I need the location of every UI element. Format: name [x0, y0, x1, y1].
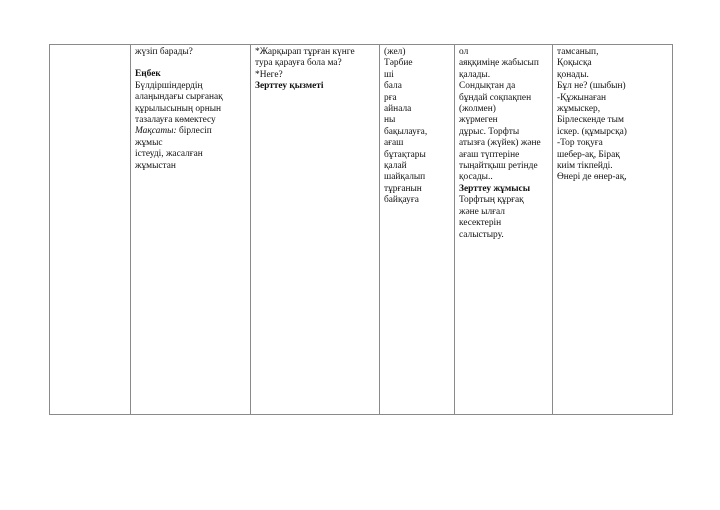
cell-text: жүрмеген — [459, 115, 498, 126]
cell-text: ағаш түптеріне — [459, 149, 520, 160]
cell-text: бақылауға, — [384, 126, 428, 137]
cell-text: Сондықтан да — [459, 81, 516, 92]
cell-text: қосады.. — [459, 172, 493, 183]
cell-text: құрылысының орнын — [135, 103, 222, 114]
cell-text: салыстыру. — [459, 229, 504, 240]
cell-text: Өнері де өнер-ақ, — [557, 172, 627, 183]
table-cell-col5 — [455, 45, 553, 415]
cell-text: дұрыс. Торфты — [459, 126, 520, 137]
section-heading-labor: Еңбек — [135, 69, 161, 80]
goal-text: бірлесіп — [176, 126, 212, 137]
cell-text: Қоқысқа — [557, 58, 592, 69]
cell-text: және ылғал — [459, 206, 505, 217]
cell-text: -Құжынаған — [557, 92, 607, 103]
cell-text: істеуді, жасалған — [135, 149, 203, 160]
cell-text: тұрғанын — [384, 183, 422, 194]
table-cell-col3 — [251, 45, 380, 415]
cell-text: бала — [384, 81, 402, 92]
cell-text: Торфтың құрғақ — [459, 195, 524, 206]
cell-text: аяққиміңе жабысып — [459, 58, 539, 69]
cell-text: шебер-ақ, Бірақ — [557, 149, 620, 160]
cell-text: қалай — [384, 161, 407, 172]
table-cell-col2 — [131, 45, 251, 415]
cell-text: Бүлдіршіндердің — [135, 80, 203, 91]
cell-text: бұндай соқпақпен — [459, 92, 532, 103]
cell-text: жұмыскер, — [557, 104, 601, 115]
cell-text: алаңындағы сырғанақ — [135, 92, 223, 103]
cell-text: атызға (жүйек) және — [459, 138, 541, 149]
cell-text: тазалауға көмектесу — [135, 115, 216, 126]
cell-text: (жолмен) — [459, 104, 496, 115]
cell-text: тамсанып, — [557, 47, 599, 57]
table-row — [50, 45, 673, 415]
section-heading-research-work: Зерттеу жұмысы — [459, 183, 531, 194]
cell-text: қалады. — [459, 69, 491, 80]
section-heading-research-activity: Зерттеу қызметі — [255, 81, 324, 92]
cell-text: жүзіп барады? — [135, 47, 193, 57]
cell-text: Тәрбие — [384, 58, 413, 69]
table-cell-col6 — [553, 45, 673, 415]
cell-text: рға — [384, 92, 397, 103]
cell-text: киім тікпейді. — [557, 161, 613, 172]
spacer — [135, 58, 247, 69]
cell-text: шайқалып — [384, 172, 426, 183]
cell-text: іскер. (құмырсқа) — [557, 126, 627, 137]
cell-text: жұмыс — [135, 137, 163, 148]
cell-text: Бірлескенде тым — [557, 115, 624, 126]
cell-text: ны — [384, 115, 396, 126]
cell-text: *Неге? — [255, 69, 283, 80]
cell-text: жұмыстан — [135, 160, 176, 171]
cell-text: кесектерін — [459, 218, 502, 229]
cell-text: қонады. — [557, 69, 589, 80]
table-cell-col4 — [380, 45, 455, 415]
cell-text: Бұл не? (шыбын) — [557, 81, 626, 92]
cell-text: ші — [384, 69, 394, 80]
cell-text: бұтақтары — [384, 149, 426, 160]
goal-label: Мақсаты: — [135, 126, 177, 137]
table-cell-col1 — [50, 45, 131, 415]
cell-text: айнала — [384, 104, 412, 115]
cell-text: тура қарауға бола ма? — [255, 58, 342, 69]
cell-text: байқауға — [384, 195, 419, 206]
goal-line — [135, 126, 247, 137]
cell-text: тыңайтқыш ретінде — [459, 161, 538, 172]
cell-text: ол — [459, 47, 469, 57]
lesson-plan-table — [49, 44, 673, 415]
cell-text: ағаш — [384, 138, 404, 149]
cell-text: *Жарқырап тұрған күнге — [255, 47, 355, 57]
cell-text: (жел) — [384, 47, 406, 57]
cell-text: -Тор тоқуға — [557, 138, 603, 149]
